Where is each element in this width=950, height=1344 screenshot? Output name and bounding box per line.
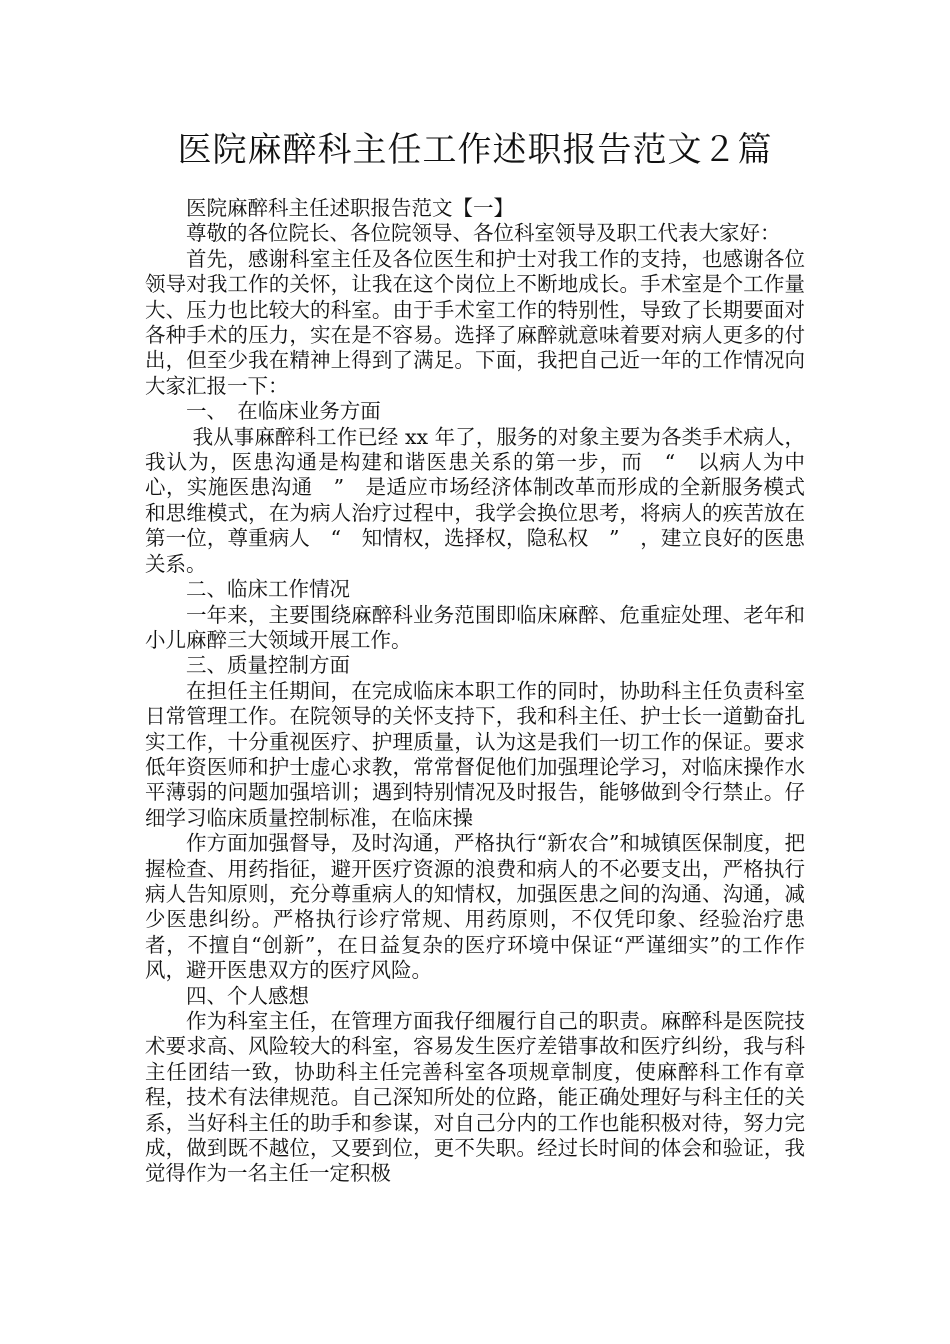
- section-heading-clinical-business: 一、 在临床业务方面: [186, 399, 381, 424]
- greeting-paragraph: 尊敬的各位院长、各位院领导、各位科室领导及职工代表大家好：: [186, 221, 781, 246]
- quality-control-continued-paragraph: 作方面加强督导，及时沟通，严格执行“新农合”和城镇医保制度，把握检查、用药指征，避开医疗资源的浪费和病人的不必要支出，严格执行病人告知原则，充分尊重病人的知情权，加强医患之间的沟通、沟通，减少医患纠纷。严格执行诊疗常规、用药原则，不仅凭印象、经验治疗患者，不擅自“创新”，在日益复杂的医疗环境中保证“严谨细实”的工作作风，避开医患双方的医疗风险。: [145, 831, 805, 983]
- section-heading-clinical-work: 二、临床工作情况: [186, 577, 350, 602]
- quality-control-paragraph: 在担任主任期间，在完成临床本职工作的同时，协助科主任负责科室日常管理工作。在院领导的关怀支持下，我和科主任、护士长一道勤奋扎实工作，十分重视医疗、护理质量，认为这是我们一切工作的保证。要求低年资医师和护士虚心求教，常常督促他们加强理论学习，对临床操作水平薄弱的问题加强培训；遇到特别情况及时报告，能够做到令行禁止。仔细学习临床质量控制标准，在临床操: [145, 678, 805, 830]
- clinical-business-paragraph: 我从事麻醉科工作已经 xx 年了，服务的对象主要为各类手术病人，我认为，医患沟通是构建和谐医患关系的第一步，而 “ 以病人为中心，实施医患沟通 ” 是适应市场经济体制改革而形成的全新服务模式和思维模式，在为病人治疗过程中，我学会换位思考，将病人的疾苦放在第一位，尊重病人 “ 知情权，选择权，隐私权 ” ，建立良好的医患关系。: [145, 424, 805, 576]
- clinical-work-paragraph: 一年来，主要围绕麻醉科业务范围即临床麻醉、危重症处理、老年和小儿麻醉三大领域开展工作。: [145, 602, 805, 652]
- document-body: [145, 196, 805, 1187]
- personal-thoughts-paragraph: 作为科室主任，在管理方面我仔细履行自己的职责。麻醉科是医院技术要求高、风险较大的科室，容易发生医疗差错事故和医疗纠纷，我与科主任团结一致，协助科主任完善科室各项规章制度，使麻醉科工作有章程，技术有法律规范。自己深知所处的位路，能正确处理好与科主任的关系，当好科主任的助手和参谋，对自己分内的工作也能积极对待，努力完成，做到既不越位，又要到位，更不失职。经过长时间的体会和验证，我觉得作为一名主任一定积极: [145, 1009, 805, 1186]
- section-heading-quality-control: 三、质量控制方面: [186, 653, 350, 678]
- section-heading-personal-thoughts: 四、个人感想: [186, 983, 309, 1008]
- document-title: 医院麻醉科主任工作述职报告范文２篇: [177, 130, 773, 170]
- intro-paragraph: 首先，感谢科室主任及各位医生和护士对我工作的支持，也感谢各位领导对我工作的关怀，让我在这个岗位上不断地成长。手术室是个工作量大、压力也比较大的科室。由于手术室工作的特别性，导致了长期要面对各种手术的压力，实在是不容易。选择了麻醉就意味着要对病人更多的付出，但至少我在精神上得到了满足。下面，我把自己近一年的工作情况向大家汇报一下：: [145, 246, 805, 398]
- section-heading-sample-one: 医院麻醉科主任述职报告范文【一】: [186, 196, 514, 220]
